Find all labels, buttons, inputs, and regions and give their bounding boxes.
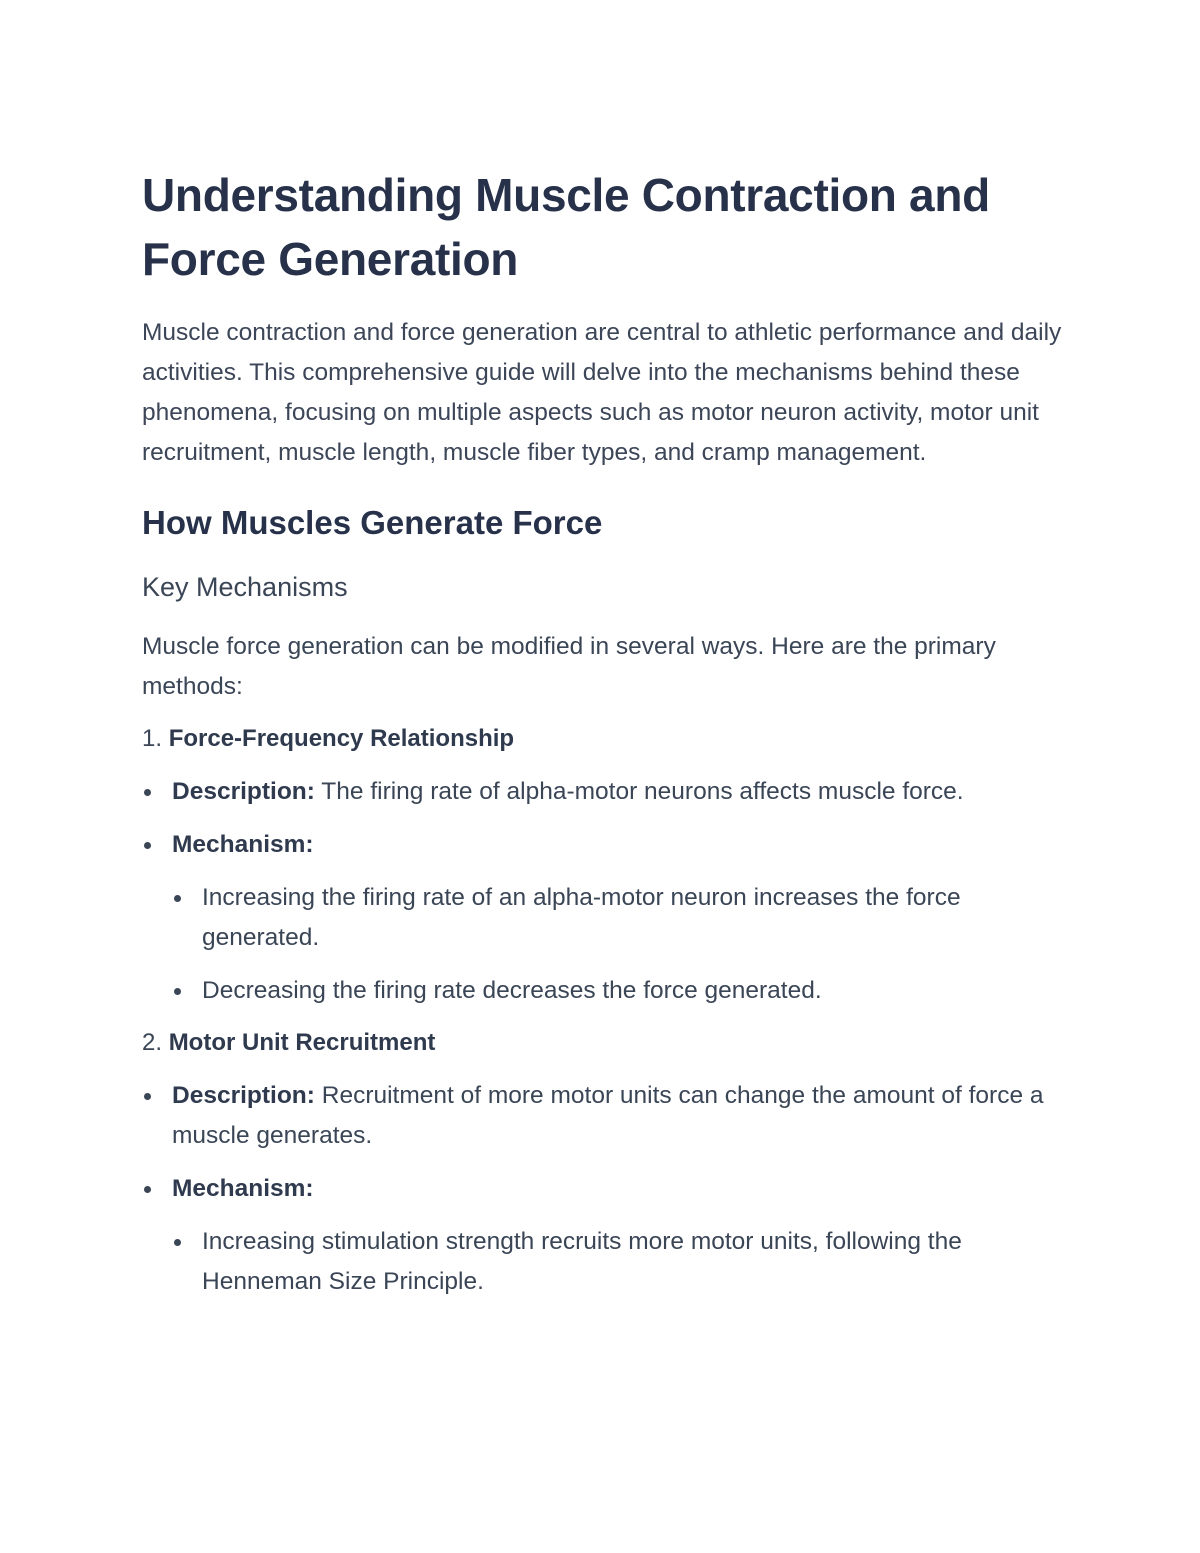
description-text: Recruitment of more motor units can change the amount of force a muscle generates.	[172, 1082, 1044, 1149]
list-item	[142, 1169, 1062, 1302]
method-name: Motor Unit Recruitment	[168, 1029, 436, 1056]
mechanism-points-list	[172, 878, 1062, 1011]
list-item	[172, 971, 1062, 1011]
bullet-icon	[144, 1186, 151, 1193]
bullet-icon	[144, 1093, 151, 1100]
description-label: Description:	[172, 1082, 315, 1109]
lead-paragraph: Muscle force generation can be modified in several ways. Here are the primary methods:	[142, 633, 996, 700]
mechanism-point: Decreasing the firing rate decreases the force generated.	[202, 977, 822, 1004]
intro-paragraph: Muscle contraction and force generation are central to athletic performance and daily activities. This comprehensive guide will delve into the mechanisms behind these phenomena, focusing on multiple aspects such as motor neuron activity, motor unit recruitment, muscle length, muscle fiber types, and cramp management.	[142, 319, 1062, 466]
method-title	[142, 719, 1062, 759]
list-item	[172, 1222, 1062, 1302]
list-item	[172, 878, 1062, 958]
method-number: 2.	[142, 1029, 163, 1056]
section-heading: How Muscles Generate Force	[142, 504, 603, 541]
bullet-icon	[144, 789, 151, 796]
mechanism-point: Increasing stimulation strength recruits more motor units, following the Henneman Size Principle.	[202, 1228, 962, 1295]
mechanism-label: Mechanism:	[172, 1175, 314, 1202]
method-block	[142, 1023, 1062, 1302]
method-number: 1.	[142, 725, 163, 752]
bullet-icon	[174, 988, 181, 995]
document-page	[142, 163, 1062, 1302]
list-item	[142, 1076, 1062, 1156]
subsection-heading: Key Mechanisms	[142, 572, 348, 602]
bullet-icon	[144, 842, 151, 849]
mechanism-point: Increasing the firing rate of an alpha-motor neuron increases the force generated.	[202, 884, 961, 951]
method-block	[142, 719, 1062, 1011]
list-item	[142, 825, 1062, 1011]
bullet-icon	[174, 895, 181, 902]
mechanism-points-list	[172, 1222, 1062, 1302]
description-label: Description:	[172, 778, 315, 805]
list-item	[142, 772, 1062, 812]
mechanism-label: Mechanism:	[172, 831, 314, 858]
method-title	[142, 1023, 1062, 1063]
description-text: The firing rate of alpha-motor neurons affects muscle force.	[314, 778, 964, 805]
method-name: Force-Frequency Relationship	[168, 725, 515, 752]
bullet-icon	[174, 1239, 181, 1246]
method-details-list	[142, 1076, 1062, 1302]
method-details-list	[142, 772, 1062, 1011]
document-title: Understanding Muscle Contraction and Force Generation	[142, 169, 990, 285]
